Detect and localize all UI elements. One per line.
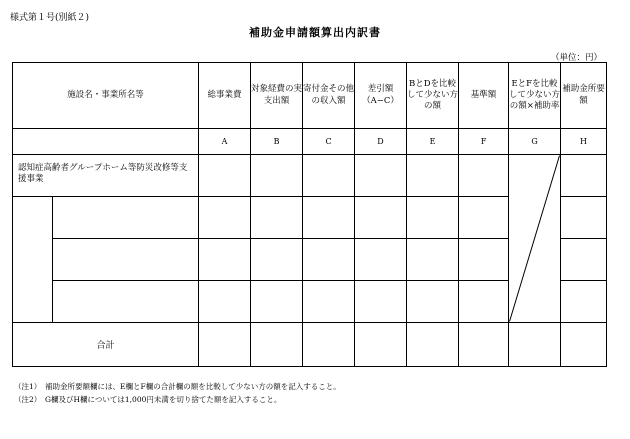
note-2: （注2） G欄及びH欄については1,000円未満を切り捨てた額を記入すること。 (14, 395, 282, 404)
header-difference: 差引額（A−C） (355, 63, 407, 129)
letter-h: H (561, 129, 607, 155)
letter-a: A (199, 129, 251, 155)
header-subsidy-rate: EとFを比較して少ない方の額×補助率 (509, 63, 561, 129)
header-standard-amount: 基準額 (459, 63, 509, 129)
letter-d: D (355, 129, 407, 155)
letter-b: B (251, 129, 303, 155)
note-1: （注1） 補助金所要額欄には、E欄とF欄の合計欄の額を比較して少ない方の額を記入すること。 (14, 382, 341, 391)
document-title: 補助金申請額算出内訳書 (249, 26, 381, 39)
letter-g: G (509, 129, 561, 155)
header-facility-name: 施設名・事業所名等 (13, 63, 199, 129)
header-required-subsidy: 補助金所要額 (561, 63, 607, 129)
total-label: 合計 (13, 323, 199, 367)
header-lesser-b-d: BとDを比較して少ない方の額 (407, 63, 459, 129)
letter-e: E (407, 129, 459, 155)
letter-c: C (303, 129, 355, 155)
header-total-cost: 総事業費 (199, 63, 251, 129)
unit-label: （単位：円） (550, 53, 602, 63)
form-number: 様式第１号(別紙２) (10, 13, 90, 23)
header-donation-income: 寄付金その他の収入額 (303, 63, 355, 129)
header-actual-expense: 対象経費の実支出額 (251, 63, 303, 129)
letter-f: F (459, 129, 509, 155)
project-name-cell[interactable]: 認知症高齢者グループホーム等防災改修等支援事業 (13, 155, 199, 197)
